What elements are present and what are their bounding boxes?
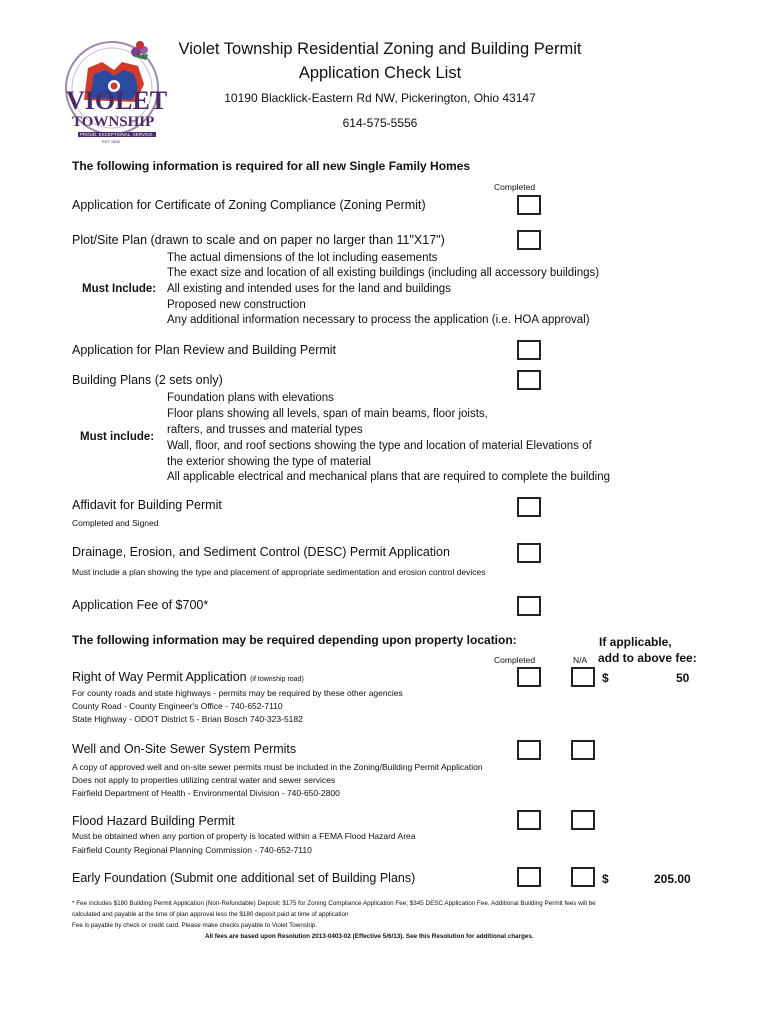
desc-note: Must include a plan showing the type and placement of appropriate sedimentation and erosion control devices [72,567,486,577]
plot-item: Proposed new construction [167,299,306,311]
desc-checkbox[interactable] [517,543,541,563]
header-address: 10190 Blacklick-Eastern Rd NW, Pickerington, Ohio 43147 [224,91,536,105]
zoning-checkbox[interactable] [517,195,541,215]
plot-item: All existing and intended uses for the land and buildings [167,283,451,295]
flood-hazard-na-checkbox[interactable] [571,810,595,830]
right-of-way-note: For county roads and state highways - permits may be required by these other agencies [72,688,403,698]
header-phone: 614-575-5556 [342,116,418,130]
right-of-way-na-checkbox[interactable] [571,667,595,687]
bp-item: rafters, and trusses and material types [167,424,363,436]
plot-item: The exact size and location of all existing buildings (including all accessory buildings) [167,267,600,279]
bp-item: Wall, floor, and roof sections showing the type and location of material Elevations of [167,440,592,452]
well-sewer-note: A copy of approved well and on-site sewer permits must be included in the Zoning/Building Permit Application [72,762,483,772]
well-sewer-note: Fairfield Department of Health - Environmental Division - 740-650-2800 [72,788,340,798]
plot-item: The actual dimensions of the lot including easements [167,252,438,264]
logo-text-township: TOWNSHIP [72,114,155,130]
fee-header-line1: If applicable, [599,635,672,649]
plan-review-checkbox[interactable] [517,340,541,360]
bp-must-include-label: Must include: [80,431,155,443]
logo-year: EST 1808 [102,139,120,144]
affidavit-item: Affidavit for Building Permit [72,498,222,512]
early-foundation-item: Early Foundation (Submit one additional set of Building Plans) [72,871,416,885]
early-foundation-fee-value: 205.00 [654,872,691,886]
flood-hazard-item: Flood Hazard Building Permit [72,814,235,828]
plot-plan-item: Plot/Site Plan (drawn to scale and on paper no larger than 11"X17") [72,233,445,247]
fee-header-line2: add to above fee: [598,651,697,665]
section1-heading: The following information is required for all new Single Family Homes [72,159,471,173]
bp-item: Floor plans showing all levels, span of main beams, floor joists, [167,408,488,420]
plot-must-include-label: Must Include: [82,283,157,295]
section2-heading: The following information may be required depending upon property location: [72,633,517,647]
plot-plan-checkbox[interactable] [517,230,541,250]
bp-item: Foundation plans with elevations [167,392,334,404]
zoning-application-item: Application for Certificate of Zoning Compliance (Zoning Permit) [72,198,426,212]
logo-text-violet: VIOLET [66,86,168,115]
bp-item: All applicable electrical and mechanical plans that are required to complete the building [167,471,611,483]
right-of-way-note: County Road - County Engineer's Office - 740-652-7110 [72,701,283,711]
right-of-way-note: State Highway - ODOT District 5 - Brian Bosch 740-323-5182 [72,714,303,724]
application-fee-checkbox[interactable] [517,596,541,616]
logo-tagline: PROUD. EXCEPTIONAL. SERVICE. [80,132,154,137]
plan-review-item: Application for Plan Review and Building Permit [72,343,337,357]
right-of-way-fee-symbol: $ [602,671,609,685]
section1-completed-label: Completed [494,182,536,192]
well-sewer-note: Does not apply to properties utilizing central water and sewer services [72,775,336,785]
page-title-line2: Application Check List [298,64,462,82]
right-of-way-completed-checkbox[interactable] [517,667,541,687]
building-plans-item: Building Plans (2 sets only) [72,373,223,387]
application-fee-item: Application Fee of $700* [72,598,209,612]
section2-completed-label: Completed [494,655,536,665]
right-of-way-fee-value: 50 [676,671,690,685]
right-of-way-title: Right of Way Permit Application [72,670,247,684]
page-title-line1: Violet Township Residential Zoning and Building Permit [178,40,582,58]
right-of-way-item [72,670,304,684]
flood-hazard-completed-checkbox[interactable] [517,810,541,830]
plot-item: Any additional information necessary to process the application (i.e. HOA approval) [167,314,590,326]
footer-note: * Fee includes $180 Building Permit Application (Non-Refundable) Deposit; $175 for Zoning Compliance Application Fee; $345 DESC Application Fee. Additional Building Permit fees will be [72,900,596,907]
right-of-way-title-note: (if township road) [250,676,304,683]
bp-item: the exterior showing the type of material [167,456,371,468]
section2-na-label: N/A [573,655,588,665]
building-plans-checkbox[interactable] [517,370,541,390]
desc-item: Drainage, Erosion, and Sediment Control (DESC) Permit Application [72,545,450,559]
township-logo [62,40,172,145]
footer-note: Fee is payable by check or credit card. Please make checks payable to Violet Township. [72,922,318,929]
affidavit-checkbox[interactable] [517,497,541,517]
well-sewer-na-checkbox[interactable] [571,740,595,760]
early-foundation-completed-checkbox[interactable] [517,867,541,887]
flood-hazard-note: Fairfield County Regional Planning Commission - 740-652-7110 [72,845,312,855]
well-sewer-completed-checkbox[interactable] [517,740,541,760]
well-sewer-item: Well and On-Site Sewer System Permits [72,742,297,756]
flood-hazard-note: Must be obtained when any portion of property is located within a FEMA Flood Hazard Area [72,831,416,841]
footer-note: calculated and payable at the time of plan approval less the $180 deposit paid at time of application [72,911,349,918]
early-foundation-na-checkbox[interactable] [571,867,595,887]
affidavit-note: Completed and Signed [72,518,159,528]
footer-resolution: All fees are based upon Resolution 2013-0403-02 (Effective 5/6/13). See this Resolution for additional charges. [205,933,534,940]
early-foundation-fee-symbol: $ [602,872,609,886]
